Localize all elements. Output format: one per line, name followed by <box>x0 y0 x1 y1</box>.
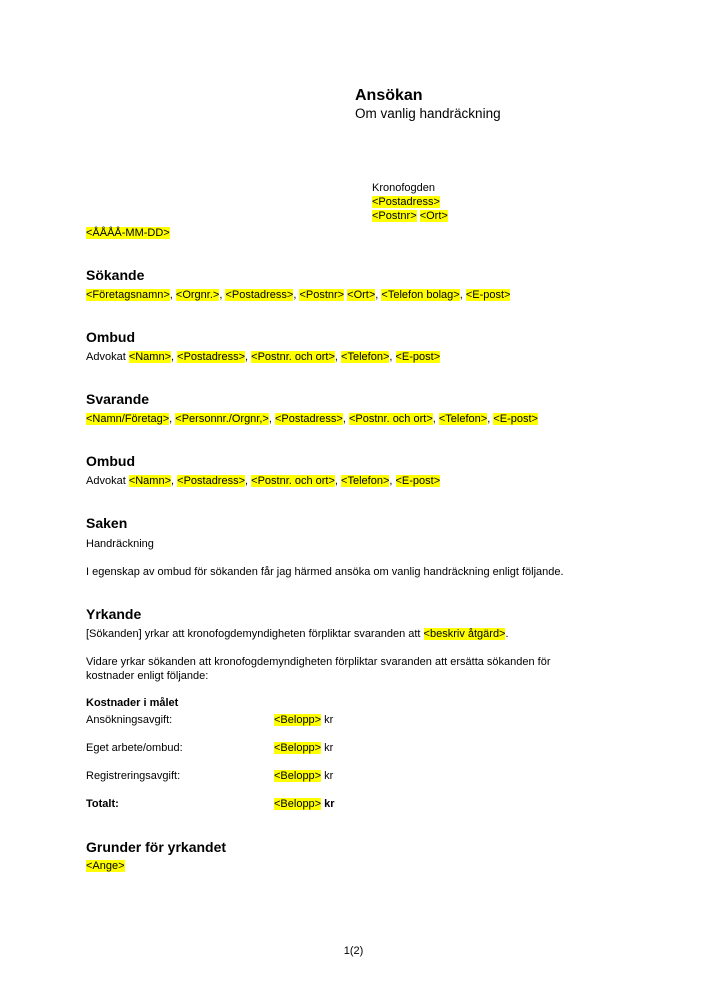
cost-value-row <box>274 713 333 727</box>
recipient-block <box>372 181 448 223</box>
ombud-1-email[interactable]: <E-post> <box>395 351 441 363</box>
ombud-1-details: Advokat <Namn>, <Postadress>, <Postnr. och ort>, <Telefon>, <E-post> <box>86 351 441 363</box>
svarande-phone[interactable]: <Telefon> <box>438 413 488 425</box>
ombud-1-address[interactable]: <Postadress> <box>177 351 246 363</box>
ombud-1-zipcity[interactable]: <Postnr. och ort> <box>251 351 335 363</box>
heading-saken: Saken <box>86 515 128 531</box>
grunder-line <box>86 859 125 873</box>
yrkande-line-1-end: . <box>505 628 509 640</box>
heading-grunder: Grunder för yrkandet <box>86 839 227 855</box>
cost-label: Registreringsavgift: <box>86 770 181 782</box>
cost-label: Ansökningsavgift: <box>86 714 173 726</box>
recipient-city[interactable]: <Ort> <box>419 210 448 222</box>
total-label: Totalt: <box>86 798 119 810</box>
ombud-2-details: Advokat <Namn>, <Postadress>, <Postnr. och ort>, <Telefon>, <E-post> <box>86 475 441 487</box>
saken-value: Handräckning <box>86 538 154 550</box>
page-number: 1(2) <box>343 945 364 957</box>
ombud-2-prefix: Advokat <box>86 475 126 487</box>
costs-heading: Kostnader i målet <box>86 697 179 709</box>
yrkande-action-field[interactable]: <beskriv åtgärd> <box>423 628 506 640</box>
heading-svarande: Svarande <box>86 391 150 407</box>
heading-ombud-2: Ombud <box>86 453 135 469</box>
ombud-2-email[interactable]: <E-post> <box>395 475 441 487</box>
sokande-address[interactable]: <Postadress> <box>225 289 294 301</box>
recipient-zip[interactable]: <Postnr> <box>372 210 417 222</box>
svarande-email[interactable]: <E-post> <box>493 413 538 425</box>
ombud-1-name[interactable]: <Namn> <box>128 351 172 363</box>
recipient-name: Kronofogden <box>372 182 435 194</box>
cost-unit: kr <box>324 770 334 782</box>
cost-amount-field[interactable]: <Belopp> <box>274 714 322 726</box>
sokande-city[interactable]: <Ort> <box>347 289 376 301</box>
cost-value-row <box>274 769 333 783</box>
sokande-zip[interactable]: <Postnr> <box>299 289 345 301</box>
sokande-email[interactable]: <E-post> <box>465 289 511 301</box>
ombud-2-phone[interactable]: <Telefon> <box>341 475 390 487</box>
svarande-details: <Namn/Företag>, <Personnr./Orgnr,>, <Postadress>, <Postnr. och ort>, <Telefon>, <E-post> <box>86 413 538 425</box>
sokande-orgnr[interactable]: <Orgnr.> <box>175 289 220 301</box>
grunder-field[interactable]: <Ange> <box>86 860 125 872</box>
yrkande-line-1-text: [Sökanden] yrkar att kronofogdemyndigheten förpliktar svaranden att <box>86 628 421 640</box>
cost-amount-field[interactable]: <Belopp> <box>274 770 322 782</box>
svarande-zipcity[interactable]: <Postnr. och ort> <box>348 413 433 425</box>
svarande-id[interactable]: <Personnr./Orgnr,> <box>175 413 269 425</box>
total-amount-field[interactable]: <Belopp> <box>274 798 322 810</box>
total-unit: kr <box>324 798 335 810</box>
cost-unit: kr <box>324 714 334 726</box>
ombud-2-name[interactable]: <Namn> <box>128 475 172 487</box>
ombud-2-zipcity[interactable]: <Postnr. och ort> <box>251 475 335 487</box>
cost-label: Eget arbete/ombud: <box>86 742 183 754</box>
date-field[interactable]: <ÅÅÅÅ-MM-DD> <box>86 227 170 239</box>
total-value-row <box>274 797 335 811</box>
yrkande-line-1 <box>86 627 509 641</box>
cost-unit: kr <box>324 742 334 754</box>
ombud-1-prefix: Advokat <box>86 351 126 363</box>
document-subtitle: Om vanlig handräckning <box>355 106 501 121</box>
cost-amount-field[interactable]: <Belopp> <box>274 742 322 754</box>
recipient-address[interactable]: <Postadress> <box>372 196 440 208</box>
saken-statement: I egenskap av ombud för sökanden får jag härmed ansöka om vanlig handräckning enligt följande. <box>86 566 564 578</box>
svarande-name[interactable]: <Namn/Företag> <box>86 413 170 425</box>
ombud-1-phone[interactable]: <Telefon> <box>341 351 390 363</box>
yrkande-para-2-line-2: kostnader enligt följande: <box>86 670 209 682</box>
heading-ombud-1: Ombud <box>86 329 135 345</box>
date-line <box>86 226 170 240</box>
svarande-address[interactable]: <Postadress> <box>274 413 343 425</box>
heading-sokande: Sökande <box>86 267 145 283</box>
yrkande-para-2-line-1: Vidare yrkar sökanden att kronofogdemyndigheten förpliktar svaranden att ersätta sökanden för <box>86 656 551 668</box>
heading-yrkande: Yrkande <box>86 606 142 622</box>
sokande-details: <Företagsnamn>, <Orgnr.>, <Postadress>, <Postnr> <Ort>, <Telefon bolag>, <E-post> <box>86 289 511 301</box>
cost-value-row <box>274 741 333 755</box>
document-title: Ansökan <box>355 87 423 104</box>
sokande-phone[interactable]: <Telefon bolag> <box>381 289 460 301</box>
sokande-company[interactable]: <Företagsnamn> <box>86 289 170 301</box>
ombud-2-address[interactable]: <Postadress> <box>177 475 246 487</box>
